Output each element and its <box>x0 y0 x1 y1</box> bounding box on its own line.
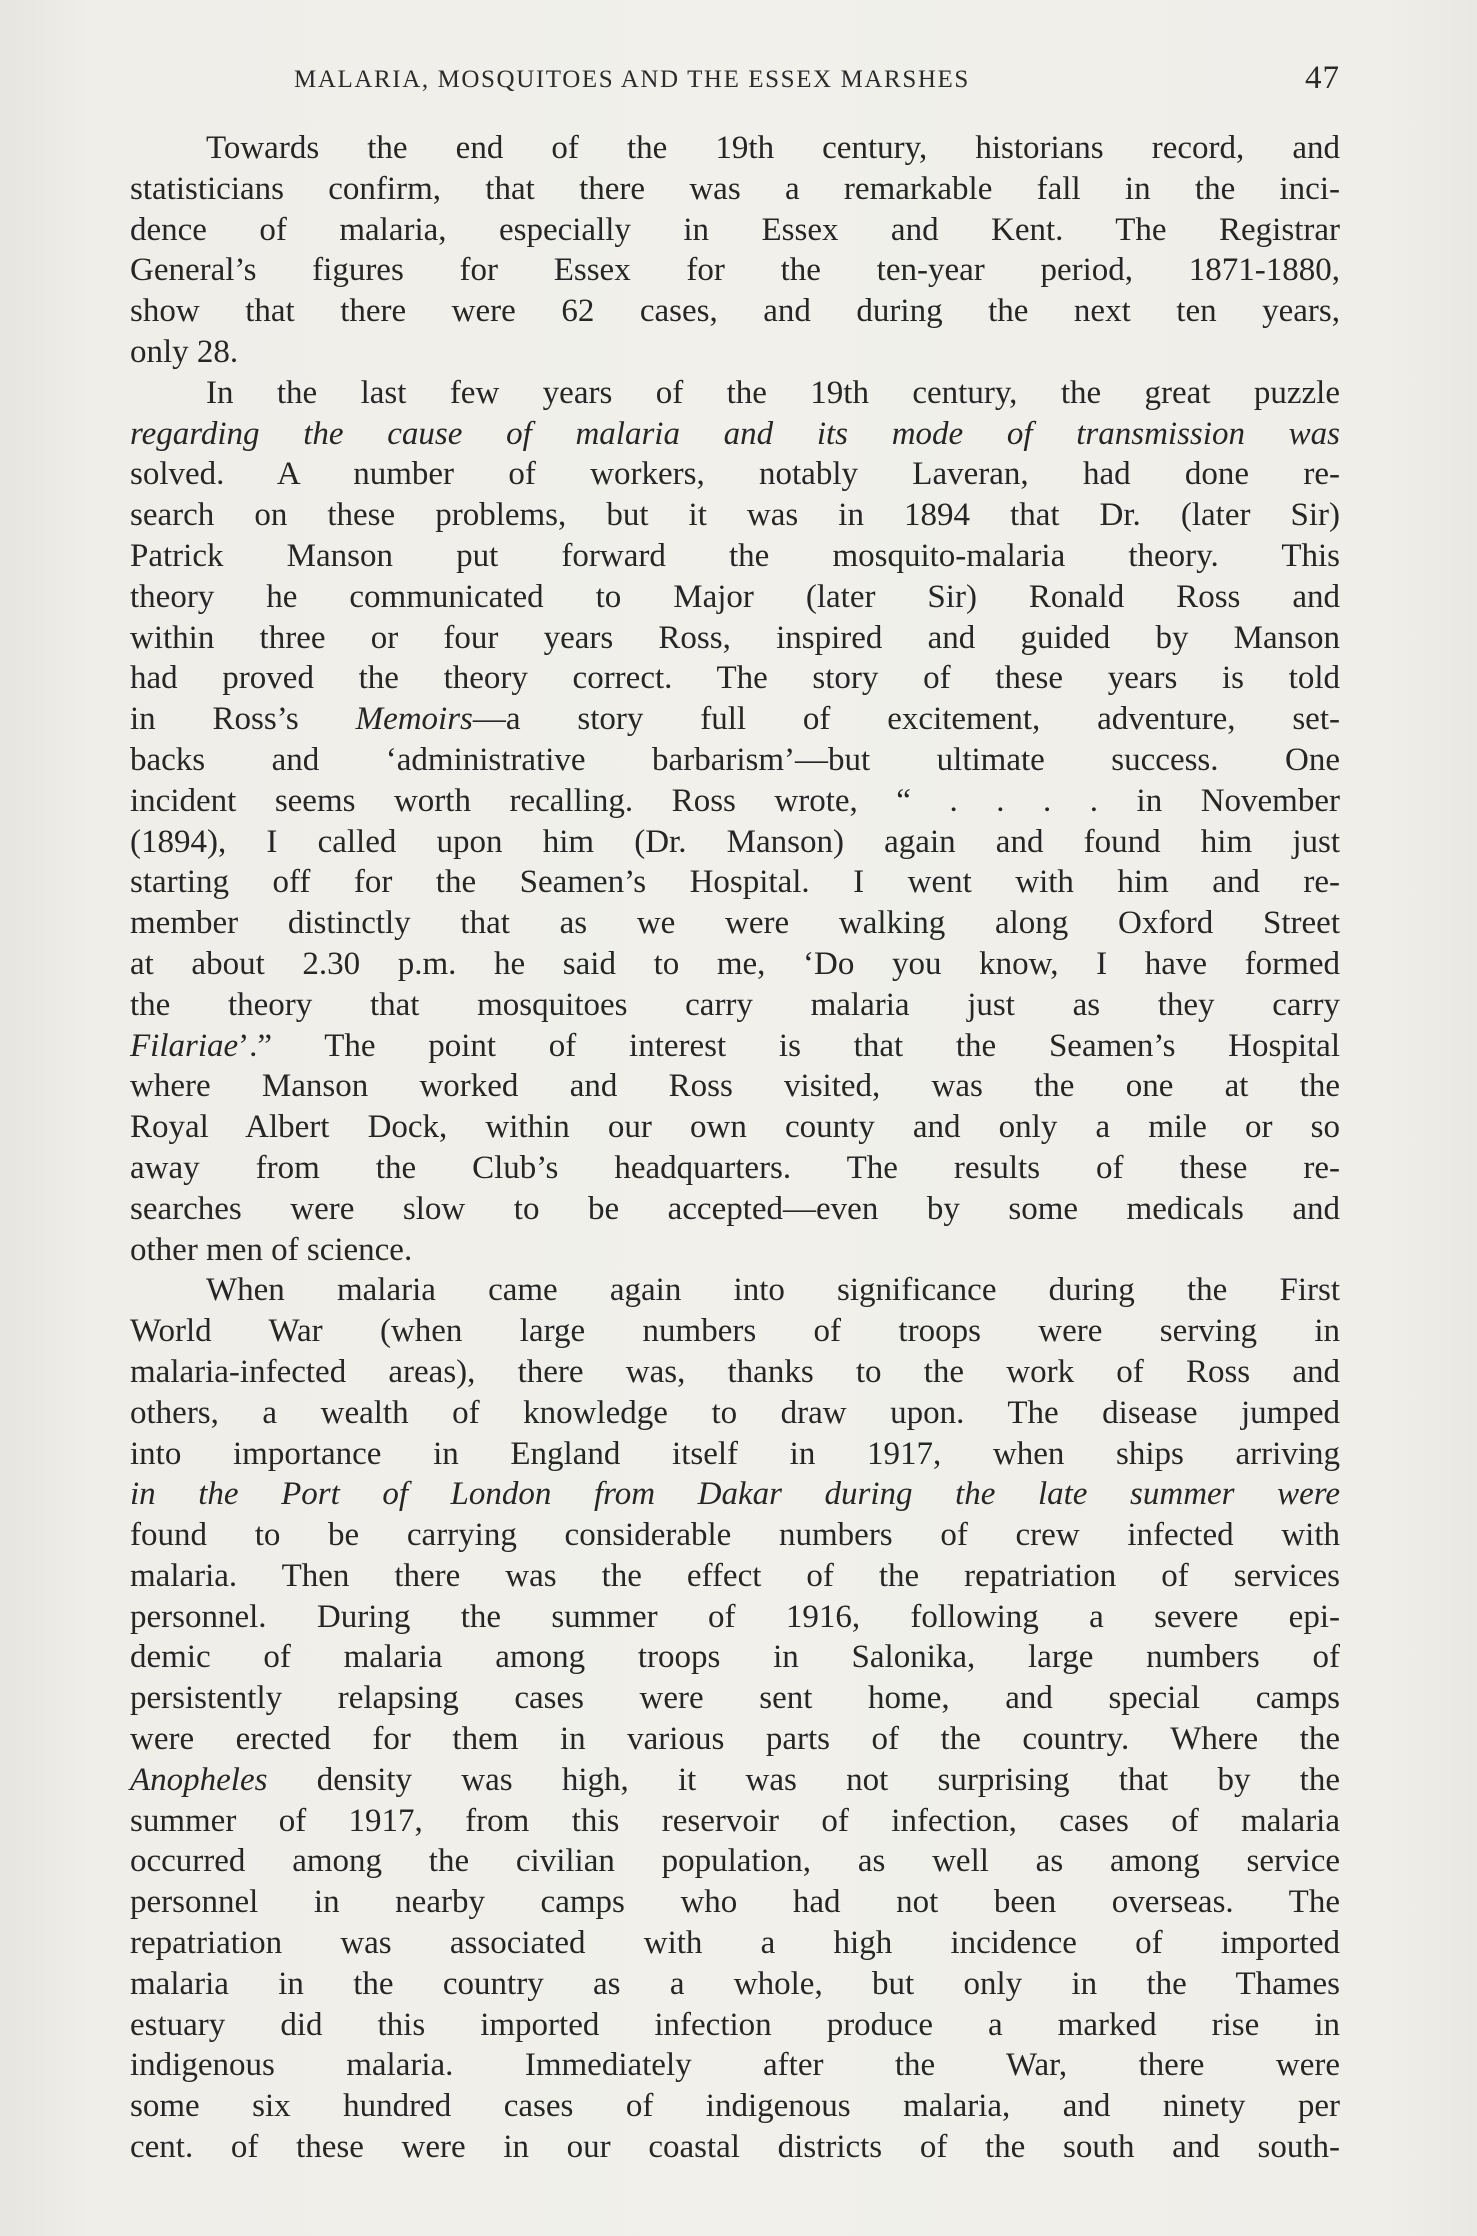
body-text <box>130 128 1340 2168</box>
text-line <box>130 454 1340 495</box>
text-line <box>130 1434 1340 1475</box>
text-line <box>130 2005 1340 2046</box>
text-line <box>130 373 1340 414</box>
text-run: were erected for them in various parts of the country. Where the <box>130 1721 1340 1758</box>
text-run: some six hundred cases of indigenous malaria, and ninety per <box>130 2088 1340 2125</box>
text-run: World War (when large numbers of troops were serving in <box>130 1313 1340 1350</box>
running-head <box>0 60 1477 100</box>
text-line <box>130 1352 1340 1393</box>
text-line <box>130 1270 1340 1311</box>
text-line <box>130 1760 1340 1801</box>
text-line <box>130 577 1340 618</box>
text-line <box>130 2045 1340 2086</box>
text-run: demic of malaria among troops in Salonika, large numbers of <box>130 1639 1340 1676</box>
text-line <box>130 332 1340 373</box>
text-run: theory he communicated to Major (later Sir) Ronald Ross and <box>130 578 1340 615</box>
text-line <box>130 2127 1340 2168</box>
text-run: estuary did this imported infection produce a marked rise in <box>130 2006 1340 2043</box>
text-run: (1894), I called upon him (Dr. Manson) again and found him just <box>130 823 1340 860</box>
text-run: indigenous malaria. Immediately after the War, there were <box>130 2047 1340 2084</box>
text-run: malaria in the country as a whole, but only in the Thames <box>130 1965 1340 2002</box>
text-line <box>130 169 1340 210</box>
text-run: within three or four years Ross, inspired and guided by Manson <box>130 619 1340 656</box>
text-line <box>130 1597 1340 1638</box>
text-line <box>130 250 1340 291</box>
text-line <box>130 1515 1340 1556</box>
text-line <box>130 1964 1340 2005</box>
text-run: General’s figures for Essex for the ten-year period, 1871-1880, <box>130 252 1340 289</box>
italic-text: Anopheles <box>130 1761 268 1798</box>
text-line <box>130 1678 1340 1719</box>
text-line <box>130 1801 1340 1842</box>
italic-text: Memoirs <box>355 701 473 738</box>
text-run: backs and ‘administrative barbarism’—but ultimate success. One <box>130 741 1340 778</box>
text-run: persistently relapsing cases were sent home, and special camps <box>130 1680 1340 1717</box>
italic-text: in the Port of London from Dakar during the late summer were <box>130 1476 1340 1513</box>
text-line <box>130 781 1340 822</box>
text-line <box>130 1474 1340 1515</box>
text-run: only 28. <box>130 333 239 370</box>
text-run: in Ross’s <box>130 701 356 738</box>
text-run: —a story full of excitement, adventure, set- <box>472 701 1340 738</box>
text-run: density was high, it was not surprising that by the <box>267 1761 1340 1798</box>
text-line <box>130 1841 1340 1882</box>
text-run: other men of science. <box>130 1231 413 1268</box>
text-line <box>130 1107 1340 1148</box>
italic-text: Filariae <box>130 1027 239 1064</box>
text-run: into importance in England itself in 1917, when ships arriving <box>130 1435 1340 1472</box>
text-line <box>130 658 1340 699</box>
text-run: When malaria came again into significance during the First <box>206 1272 1340 1309</box>
text-line <box>130 1189 1340 1230</box>
paragraph <box>130 1270 1340 2168</box>
text-run: ’.” The point of interest is that the Seamen’s Hospital <box>238 1027 1340 1064</box>
text-run: where Manson worked and Ross visited, was the one at the <box>130 1068 1340 1105</box>
text-run: others, a wealth of knowledge to draw upon. The disease jumped <box>130 1394 1340 1431</box>
text-line <box>130 1556 1340 1597</box>
running-title: MALARIA, MOSQUITOES AND THE ESSEX MARSHES <box>294 66 970 93</box>
text-line <box>130 985 1340 1026</box>
text-line <box>130 618 1340 659</box>
text-run: at about 2.30 p.m. he said to me, ‘Do you know, I have formed <box>130 945 1340 982</box>
text-line <box>130 740 1340 781</box>
text-line <box>130 903 1340 944</box>
text-run: incident seems worth recalling. Ross wrote, “ . . . . in November <box>130 782 1340 819</box>
text-run: search on these problems, but it was in 1894 that Dr. (later Sir) <box>130 497 1340 534</box>
italic-text: regarding the cause of malaria and its mode of transmission was <box>130 415 1340 452</box>
text-run: the theory that mosquitoes carry malaria just as they carry <box>130 986 1340 1023</box>
text-run: cent. of these were in our coastal districts of the south and south- <box>130 2129 1340 2166</box>
text-run: dence of malaria, especially in Essex and Kent. The Registrar <box>130 211 1340 248</box>
text-run: solved. A number of workers, notably Laveran, had done re- <box>130 456 1340 493</box>
text-run: statisticians confirm, that there was a remarkable fall in the inci- <box>130 170 1340 207</box>
text-line <box>130 536 1340 577</box>
text-run: repatriation was associated with a high incidence of imported <box>130 1925 1340 1962</box>
text-run: Patrick Manson put forward the mosquito-malaria theory. This <box>130 537 1340 574</box>
text-run: had proved the theory correct. The story of these years is told <box>130 660 1340 697</box>
text-run: personnel. During the summer of 1916, following a severe epi- <box>130 1598 1340 1635</box>
text-line <box>130 1882 1340 1923</box>
paragraph <box>130 128 1340 373</box>
text-run: Towards the end of the 19th century, historians record, and <box>206 130 1340 166</box>
text-line <box>130 1637 1340 1678</box>
text-line <box>130 1230 1340 1271</box>
text-line <box>130 822 1340 863</box>
text-line <box>130 414 1340 455</box>
text-line <box>130 699 1340 740</box>
text-run: In the last few years of the 19th century, the great puzzle <box>206 374 1340 411</box>
text-run: malaria-infected areas), there was, thanks to the work of Ross and <box>130 1353 1340 1390</box>
page-number: 47 <box>1305 60 1340 96</box>
paragraph <box>130 373 1340 1271</box>
text-line <box>130 1311 1340 1352</box>
text-line <box>130 944 1340 985</box>
text-run: occurred among the civilian population, as well as among service <box>130 1843 1340 1880</box>
text-line <box>130 2086 1340 2127</box>
text-line <box>130 1719 1340 1760</box>
text-run: summer of 1917, from this reservoir of infection, cases of malaria <box>130 1802 1340 1839</box>
text-run: found to be carrying considerable numbers of crew infected with <box>130 1517 1340 1554</box>
text-line <box>130 862 1340 903</box>
text-run: member distinctly that as we were walking along Oxford Street <box>130 905 1340 942</box>
text-line <box>130 1148 1340 1189</box>
text-run: searches were slow to be accepted—even by some medicals and <box>130 1190 1340 1227</box>
text-line <box>130 1923 1340 1964</box>
text-line <box>130 1066 1340 1107</box>
text-run: starting off for the Seamen’s Hospital. I went with him and re- <box>130 864 1340 901</box>
text-line <box>130 210 1340 251</box>
text-line <box>130 495 1340 536</box>
text-run: personnel in nearby camps who had not been overseas. The <box>130 1884 1340 1921</box>
text-run: malaria. Then there was the effect of the repatriation of services <box>130 1557 1340 1594</box>
text-line <box>130 128 1340 169</box>
text-run: show that there were 62 cases, and during the next ten years, <box>130 293 1340 330</box>
text-line <box>130 291 1340 332</box>
text-line <box>130 1026 1340 1067</box>
text-run: away from the Club’s headquarters. The results of these re- <box>130 1149 1340 1186</box>
text-line <box>130 1393 1340 1434</box>
text-run: Royal Albert Dock, within our own county and only a mile or so <box>130 1109 1340 1146</box>
